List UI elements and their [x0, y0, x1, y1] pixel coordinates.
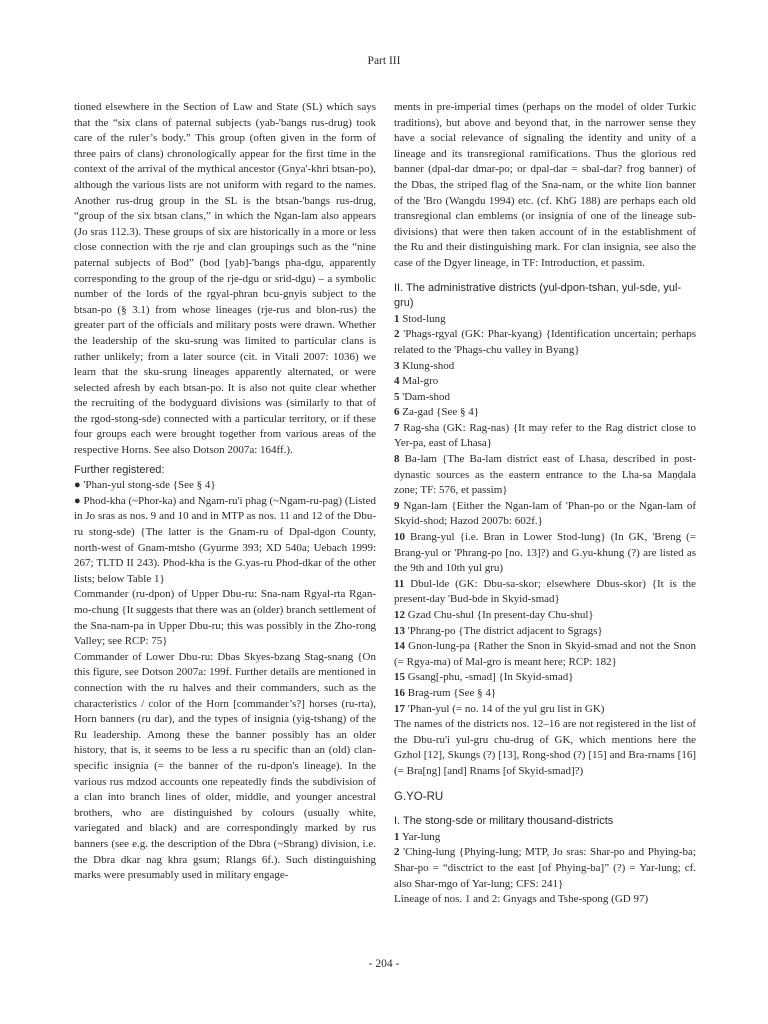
list-item [394, 670, 696, 686]
item-number: 8 [394, 453, 400, 466]
list-item [394, 845, 696, 892]
item-text: Klung-shod [402, 359, 455, 372]
item-number: 3 [394, 359, 400, 372]
list-item [394, 359, 696, 375]
item-text: Stod-lung [402, 312, 446, 325]
region-heading-gyo-ru: G.YO-RU [394, 790, 444, 803]
district-list [394, 312, 696, 717]
left-paragraph-1: tioned elsewhere in the Section of Law and State (SL) which says that the “six clans of paternal subjects (yab-'bangs rus-drug) took care of the ruler’s body.” This group (often given in the form of three pairs of clans) chronologically appear for the first time in the context of the arrival of the mythical ancestor (Gnya'-khri btsan-po), although the various lists are not uniform with regard to the names. Another rus-drug group in the SL is the btsan-'bangs rus-drug, “group of the six btsan clans,” in which the Ngan-lam also appears (Jo sras 112.3). These groups of six are historically in a more or less close connection with the rje and clan groupings such as the “nine paternal subjects of Bod” (bod [yab]-'bangs pha-dgu, apparently corresponding to the group of the rje-dgu or srid-dgu) – a symbolic number of the lords of the rgyal-phran bcu-gnyis subject to the btsan-po (§ 3.1) from whose lineages (rje-rus and blon-rus) the greater part of the officials and military posts were drawn. Whether the leadership of the sku-srung was limited to particular clans is rather unlikely; from a later source (cit. in Vitali 2007: 1036) we learn that the sku-srung lineages apparently alternated, or were selected afresh by each btsan-po. It is also not quite clear whether the recruiting of the bodyguard divisions was (similarly to that of the rgod-stong-sde) connected with a particular territory, or if these four groups each were brought together from various areas of the respective Horns. See also Dotson 2007a: 164ff.). [74, 101, 376, 457]
item-number: 2 [394, 328, 400, 341]
item-number: 1 [394, 312, 400, 325]
item-number: 14 [394, 640, 405, 653]
item-text: Ngan-lam {Either the Ngan-lam of 'Phan-po or the Ngan-lam of Skyid-shod; Hazod 2007b: 602f.} [394, 499, 696, 528]
list-item [394, 686, 696, 702]
item-text: Gzad Chu-shul {In present-day Chu-shul} [407, 609, 594, 621]
item-text: Rag-sha (GK: Rag-nas) {It may refer to the Rag district close to Yer-pa, east of Lhasa} [394, 421, 697, 450]
right-paragraph-1: ments in pre-imperial times (perhaps on the model of older Turkic traditions), but above and beyond that, in the narrower sense they have a social relevance of signaling the identity and unity of a lineage and its transregional ramifications. Thus the glorious red banner (dpal-dar dmar-po; or dpal-dar = sbal-dar? frog banner) of the Dbas, the striped flag of the Sna-nam, or the white lion banner of the 'Bro (Wangdu 1994) etc. (cf. KhG 188) are perhaps each old transregional clan emblems (or insignia of one of the lineage sub-divisions) that were then taken account of in the establishment of the Ru and their distinguishing mark. For clan insignia, see also the case of the Dgyer lineage, in TF: Introduction, et passim. [394, 101, 696, 269]
item-text: Gsang[-phu, -smad] {In Skyid-smad} [407, 671, 574, 684]
item-number: 5 [394, 390, 400, 403]
thousand-district-list [394, 830, 696, 892]
list-item [394, 390, 696, 406]
item-text: 'Phags-rgyal (GK: Phar-kyang) {Identification uncertain; perhaps related to the 'Phags-chu valley in Byang} [394, 328, 696, 356]
item-text: Ba-lam {The Ba-lam district east of Lhasa, described in post-dynastic sources as the eastern entrance to the Lha-sa Maṇḍala zone; TF: 576, et passim} [394, 453, 697, 497]
page-number: - 204 - [368, 958, 400, 970]
commander-lower-dbu-ru: Commander of Lower Dbu-ru: Dbas Skyes-bzang Stag-snang {On this figure, see Dotson 2007a: 199f. Further details are mentioned in connection with the ru halves and their commanders, such as the characteristics / color of the Horn [commander’s?] horses (ru-rta), Horn banners (ru dar), and the types of insignia (yig-tshang) of the Ru leadership. Among these the banner possibly has an older history, that is, it seems to be less a ru specific than an (old) clan-specific insignia (= the banner of the ru-dpon's lineage). In the various rus mdzod accounts one repeatedly finds the subdivision of a clan into branch lines of older, middle, and younger ancestral brothers, who are distinguished by colours (usually white, variegated and black) and are correspondingly marked by rus banners (see e.g. the description of the Dbra (~Sbrang) division, i.e. the Dbra dkar nag khra gsum; Rlangs 6f.). Such distinguishing marks were presumably used in military engage- [74, 650, 376, 882]
commander-upper-dbu-ru: Commander (ru-dpon) of Upper Dbu-ru: Sna-nam Rgyal-rta Rgan-mo-chung {It suggests that there was an (older) branch settlement of the Sna-nam-pa in Upper Dbu-ru; this was possibly in the Zho-rong Valley; see RCP: 75} [74, 588, 376, 648]
list-item [394, 312, 696, 328]
running-header: Part III [367, 55, 401, 67]
item-text: Brang-yul {i.e. Bran in Lower Stod-lung} (In GK, 'Breng (= Brang-yul or 'Phrang-po [no. 13]?) and G.yu-khung (?) are listed as the 9th and 10th yul gru) [394, 531, 696, 575]
list-item [394, 577, 696, 608]
item-text: Yar-lung [401, 830, 441, 843]
item-number: 1 [394, 830, 400, 843]
section-1-heading: I. The stong-sde or military thousand-districts [394, 815, 614, 828]
item-text: 'Ching-lung {Phying-lung; MTP, Jo sras: Shar-po and Phying-ba; Shar-po = “disctrict to the east [of Phying-ba]” (?) = Yar-lung; cf. also Shar-mgo of Yar-lung; CFS: 241} [394, 846, 696, 890]
item-number: 11 [394, 577, 405, 590]
item-text: 'Phan-yul (= no. 14 of the yul gru list in GK) [407, 702, 605, 715]
districts-note: The names of the districts nos. 12–16 are not registered in the list of the Dbu-ru'i yul-gru chu-drug of GK, which mentions here the Gzhol [12], Skungs (?) [13], Rong-shod (?) [15] and Bra-rnams [16] (= Bra[ng] [and] Rnams [of Skyid-smad]?) [394, 718, 696, 777]
item-number: 4 [394, 375, 400, 388]
item-text: 'Phrang-po {The district adjacent to Sgrags} [407, 624, 603, 637]
list-item [394, 499, 696, 530]
list-item [394, 639, 696, 670]
item-number: 13 [394, 624, 405, 637]
item-number: 16 [394, 686, 405, 699]
lineage-line: Lineage of nos. 1 and 2: Gnyags and Tshe-spong (GD 97) [394, 893, 649, 906]
list-item [394, 830, 696, 846]
item-text: Za-gad {See § 4} [402, 406, 480, 419]
item-text: Gnon-lung-pa {Rather the Snon in Skyid-smad and not the Snon (= Rgya-ma) of Mal-gro is meant here; RCP: 182} [394, 640, 696, 668]
left-column [74, 100, 376, 884]
item-text: Brag-rum {See § 4} [407, 686, 497, 699]
list-item [394, 702, 696, 718]
list-item [394, 624, 696, 640]
item-text: 'Dam-shod [402, 390, 451, 403]
bullet-phan-yul: ● 'Phan-yul stong-sde {See § 4} [74, 479, 216, 492]
item-number: 17 [394, 702, 405, 715]
item-number: 15 [394, 671, 405, 684]
list-item [394, 405, 696, 421]
item-number: 2 [394, 846, 400, 859]
item-number: 7 [394, 421, 400, 434]
item-number: 6 [394, 406, 400, 419]
bullet-phod-kha: ● Phod-kha (~Phor-ka) and Ngam-ru'i phag (~Ngam-ru-pag) (Listed in Jo sras as nos. 9 and 10 and in MTP as nos. 11 and 12 of the Dbu-ru stong-sde) {The latter is the Gnam-ru of Dpal-dgon County, north-west of Gnam-mtsho (Gyurme 393; XD 540a; Uebach 1999: 267; TLTD II 243). Phod-kha is the G.yas-ru Phod-dkar of the other lists; below Table 1} [74, 494, 376, 585]
item-text: Dbul-lde (GK: Dbu-sa-skor; elsewhere Dbus-skor) {It is the present-day 'Bud-bde in Skyid-smad} [394, 577, 696, 606]
item-number: 12 [394, 609, 405, 621]
list-item [394, 421, 696, 452]
list-item [394, 452, 696, 499]
item-number: 10 [394, 531, 405, 544]
list-item [394, 327, 696, 358]
item-text: Mal-gro [402, 375, 439, 388]
section-2-heading: II. The administrative districts (yul-dpon-tshan, yul-sde, yul-gru) [394, 281, 682, 310]
list-item [394, 530, 696, 577]
further-registered-heading: Further registered: [74, 463, 165, 476]
list-item [394, 608, 696, 624]
list-item [394, 374, 696, 390]
item-number: 9 [394, 499, 400, 512]
right-column [394, 100, 696, 908]
